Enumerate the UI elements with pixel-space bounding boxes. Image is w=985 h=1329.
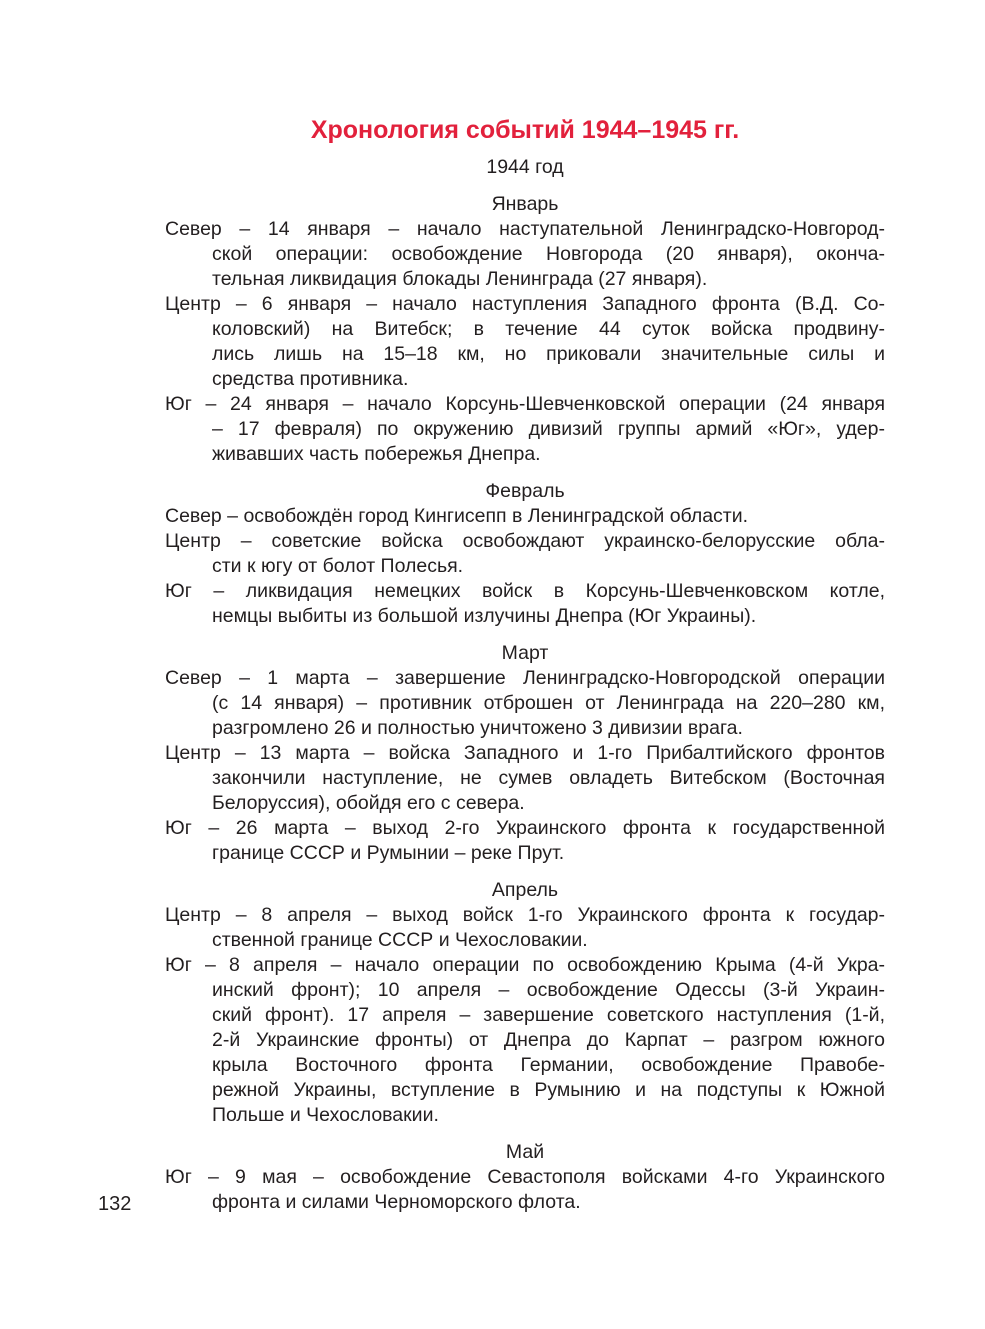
chronology-entry [165,816,885,866]
chronology-entry [165,666,885,741]
chronology-entry [165,579,885,629]
entry-line: Польше и Чехословакии. [212,1104,439,1126]
entry-line: ской операции: освобождение Новгорода (20 января), оконча- [212,243,885,265]
entry-line: Юг – ликвидация немецких войск в Корсунь-Шевченковском котле, [165,580,885,602]
entry-line: Центр – 6 января – начало наступления Западного фронта (В.Д. Со- [165,293,885,315]
entry-line: Север – 14 января – начало наступательной Ленинградско-Новгород- [165,218,885,240]
chronology-entry [165,1165,885,1215]
entry-line: инский фронт); 10 апреля – освобождение Одессы (3-й Украин- [212,979,885,1001]
month-heading: Январь [491,193,559,215]
entry-line: Юг – 24 января – начало Корсунь-Шевченковской операции (24 января [165,393,885,415]
chronology-entry [165,953,885,1128]
entry-line: тельная ликвидация блокады Ленинграда (27 января). [212,268,708,290]
entry-line: крыла Восточного фронта Германии, освобождение Правобе- [212,1054,885,1076]
entry-line: 2-й Украинские фронты) от Днепра до Карпат – разгром южного [212,1029,885,1051]
entry-line: Юг – 26 марта – выход 2-го Украинского фронта к государственной [165,817,885,839]
chronology-content [165,155,885,1215]
entry-line: режной Украины, вступление в Румынию и на подступы к Южной [212,1079,885,1101]
entry-line: Юг – 9 мая – освобождение Севастополя войсками 4-го Украинского [165,1166,885,1188]
entry-line: сти к югу от болот Полесья. [212,555,464,577]
chronology-entry [165,741,885,816]
chronology-entry [165,292,885,392]
entry-line: (с 14 января) – противник отброшен от Ленинграда на 220–280 км, [212,692,885,714]
entry-line: немцы выбиты из большой излучины Днепра (Юг Украины). [212,605,757,627]
year-heading: 1944 год [486,156,564,178]
entry-line: ственной границе СССР и Чехословакии. [212,929,588,951]
entry-line: закончили наступление, не сумев овладеть Витебском (Восточная [212,767,885,789]
page-number: 132 [98,1193,132,1215]
month-heading: Апрель [491,879,559,901]
month-heading: Февраль [485,480,565,502]
entry-line: границе СССР и Румынии – реке Прут. [212,842,565,864]
month-heading: Март [501,642,549,664]
entry-line: Центр – 13 марта – войска Западного и 1-го Прибалтийского фронтов [165,742,885,764]
entry-line: Центр – советские войска освобождают украинско-белорусские обла- [165,530,885,552]
entry-line: Белоруссия), обойдя его с севера. [212,792,525,814]
entry-line: Север – 1 марта – завершение Ленинградско-Новгородской операции [165,667,885,689]
entry-line: Юг – 8 апреля – начало операции по освобождению Крыма (4-й Укра- [165,954,885,976]
chronology-entry [165,217,885,292]
entry-line: – 17 февраля) по окружению дивизий группы армий «Юг», удер- [212,418,885,440]
entry-line: живавших часть побережья Днепра. [212,443,541,465]
entry-line: средства противника. [212,368,409,390]
entry-line: коловский) на Витебск; в течение 44 суток войска продвину- [212,318,885,340]
entry-line: Центр – 8 апреля – выход войск 1-го Украинского фронта к государ- [165,904,885,926]
chronology-entry [165,903,885,953]
chronology-entry [165,392,885,467]
page-title: Хронология событий 1944–1945 гг. [310,116,740,144]
month-heading: Май [505,1141,545,1163]
entry-line: фронта и силами Черноморского флота. [212,1191,581,1213]
entry-line: ский фронт). 17 апреля – завершение советского наступления (1-й, [212,1004,885,1026]
chronology-entry [165,529,885,579]
entry-line: лись лишь на 15–18 км, но приковали значительные силы и [212,343,885,365]
entry-line: разгромлено 26 и полностью уничтожено 3 дивизии врага. [212,717,743,739]
entry-line: Север – освобождён город Кингисепп в Ленинградской области. [165,505,749,527]
chronology-entry [165,504,885,529]
